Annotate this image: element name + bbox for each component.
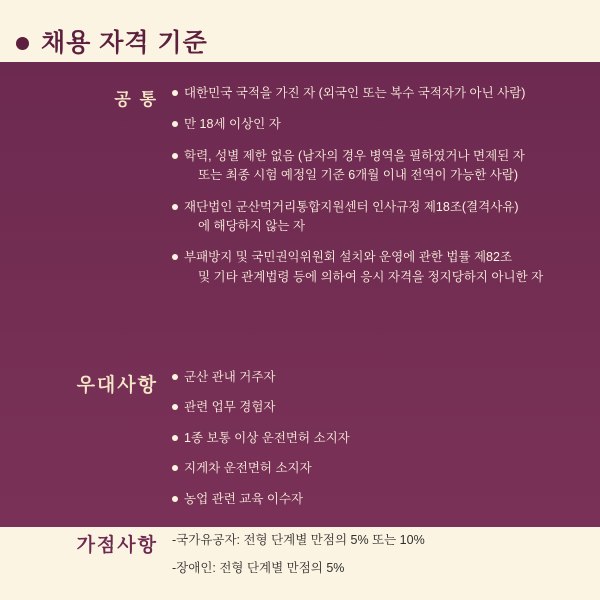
bullet-dot-icon	[172, 465, 178, 471]
list-item-text: 농업 관련 교육 이수자	[184, 491, 304, 506]
page-title-row	[0, 20, 600, 66]
bullet-dot-icon	[172, 435, 178, 441]
section-common-items	[172, 84, 600, 287]
qualification-panel	[0, 62, 600, 527]
section-bonus-label: 가점사항	[76, 535, 158, 556]
bullet-dot-icon	[172, 204, 178, 210]
list-item	[172, 248, 594, 287]
section-preference	[0, 368, 600, 509]
section-bonus	[0, 530, 600, 578]
bonus-line: -국가유공자: 전형 단계별 만점의 5% 또는 10%	[172, 533, 425, 547]
page-title: 채용 자격 기준	[41, 28, 208, 57]
bullet-dot-icon	[16, 37, 29, 50]
list-item	[172, 84, 594, 103]
list-item-text: 지게차 운전면허 소지자	[184, 461, 312, 476]
list-item-text	[184, 147, 594, 186]
bullet-dot-icon	[172, 374, 178, 380]
list-item-text	[184, 248, 594, 287]
list-item-text: 군산 관내 거주자	[184, 370, 276, 384]
list-item-line-1: 부패방지 및 국민권익위원회 설치와 운영에 관한 법률 제82조	[184, 250, 513, 265]
list-item	[172, 459, 594, 478]
list-item-line-2: 에 해당하지 않는 자	[198, 218, 306, 233]
list-item	[172, 368, 594, 387]
qualification-panel-inner	[0, 62, 600, 527]
list-item-text	[184, 198, 594, 237]
section-preference-label: 우대사항	[76, 375, 158, 396]
bullet-dot-icon	[172, 90, 178, 96]
list-item	[172, 398, 594, 417]
bonus-line: -장애인: 전형 단계별 만점의 5%	[172, 561, 345, 575]
list-item-text: 관련 업무 경험자	[184, 400, 276, 415]
list-item-line-2: 또는 최종 시험 예정일 기준 6개월 이내 전역이 가능한 사람)	[198, 168, 519, 183]
section-bonus-lines	[172, 530, 600, 578]
list-item-text: 1종 보통 이상 운전면허 소지자	[184, 430, 350, 445]
list-item	[172, 198, 594, 237]
bullet-dot-icon	[172, 404, 178, 410]
section-common	[0, 84, 600, 287]
bullet-dot-icon	[172, 496, 178, 502]
list-item	[172, 429, 594, 448]
list-item-line-2: 및 기타 관계법령 등에 의하여 응시 자격을 정지당하지 아니한 자	[198, 269, 544, 284]
section-common-label: 공 통	[114, 90, 158, 109]
list-item	[172, 490, 594, 509]
section-preference-items	[172, 368, 600, 509]
list-item-line-1: 학력, 성별 제한 없음 (남자의 경우 병역을 필하였거나 면제된 자	[184, 148, 525, 163]
bullet-dot-icon	[172, 254, 178, 260]
list-item-line-1: 재단법인 군산먹거리통합지원센터 인사규정 제18조(결격사유)	[184, 199, 519, 214]
bullet-dot-icon	[172, 121, 178, 127]
list-item	[172, 115, 594, 134]
list-item	[172, 147, 594, 186]
list-item-text: 대한민국 국적을 가진 자 (외국인 또는 복수 국적자가 아닌 사람)	[184, 86, 526, 100]
bullet-dot-icon	[172, 153, 178, 159]
list-item-text: 만 18세 이상인 자	[184, 117, 281, 132]
